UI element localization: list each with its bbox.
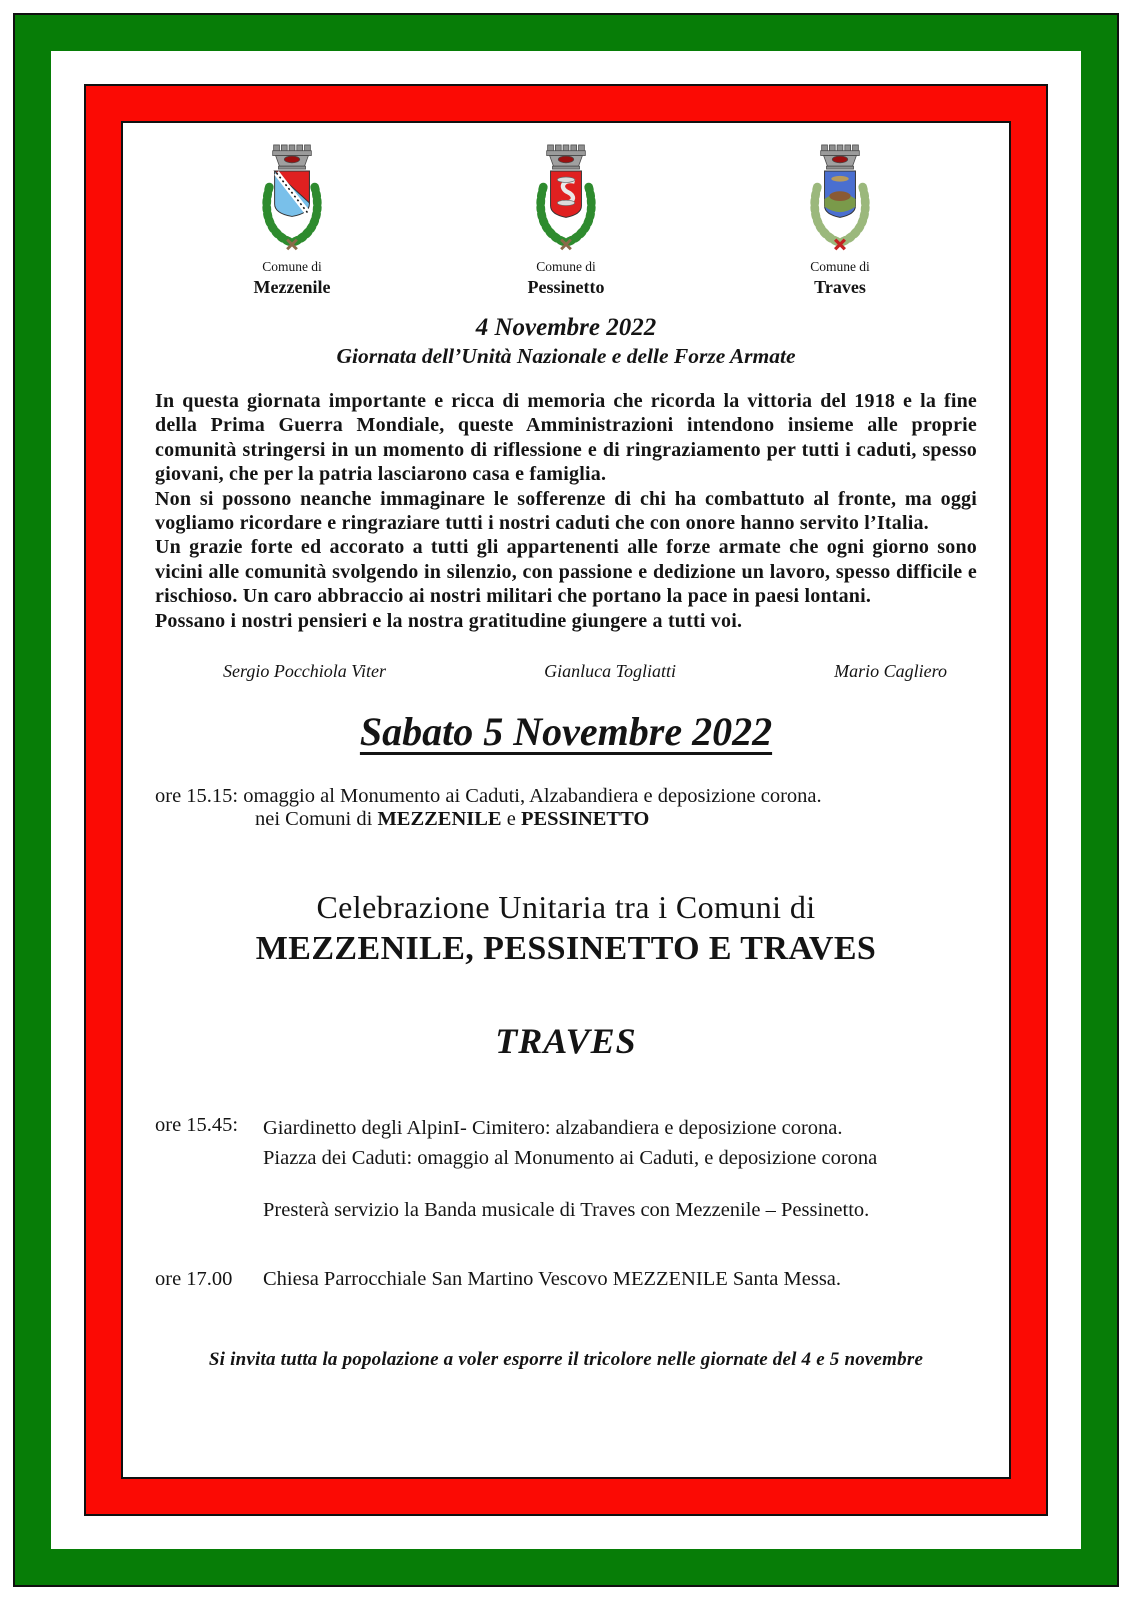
celebration-line1: Celebrazione Unitaria tra i Comuni di bbox=[316, 888, 816, 925]
body-paragraph: In questa giornata importante e ricca di memoria che ricorda la vittoria del 1918 e la fine della Prima Guerra Mondiale, queste Amministrazioni intendono insieme alle proprie comunità stringersi in un momento di riflessione e di ringraziamento per tutti i caduti, spesso giovani, che per la patria lasciarono casa e famiglia. bbox=[155, 390, 977, 486]
mezzenile-coat-of-arms-icon bbox=[242, 143, 342, 257]
body-paragraph: Un grazie forte ed accorato a tutti gli appartenenti alle forze armate che ogni giorno sono vicini alle comunità svolgendo in silenzio, con passione e dedizione un lavoro, spesso difficile e rischioso. Un caro abbraccio ai nostri militari che portano la pace in paesi lontani. bbox=[155, 536, 977, 608]
page-subtitle: Giornata dell’Unità Nazionale e delle Forze Armate bbox=[336, 344, 796, 368]
crest-name: Mezzenile bbox=[253, 277, 331, 297]
crest-name: Pessinetto bbox=[527, 277, 605, 297]
schedule-1700 bbox=[155, 1268, 977, 1291]
crest-traves bbox=[703, 143, 977, 298]
schedule-1700-line1: Chiesa Parrocchiale San Martino Vescovo MEZZENILE Santa Messa. bbox=[263, 1268, 842, 1291]
schedule-1700-time: ore 17.00 bbox=[155, 1268, 233, 1291]
poster-content bbox=[121, 121, 1011, 1479]
schedule-1545-lines bbox=[263, 1114, 877, 1173]
body-paragraph: Non si possono neanche immaginare le sofferenze di chi ha combattuto al fronte, ma oggi vogliamo ricordare e ringraziare tutti i nostri caduti che con onore hanno servito l’Italia. bbox=[155, 487, 977, 534]
schedule-1515-commune1: MEZZENILE bbox=[377, 807, 502, 830]
body-paragraph: Possano i nostri pensieri e la nostra gratitudine giungere a tutti voi. bbox=[155, 609, 743, 632]
crest-mezzenile bbox=[155, 143, 429, 298]
footer-invitation: Si invita tutta la popolazione a voler esporre il tricolore nelle giornate del 4 e 5 novembre bbox=[208, 1349, 924, 1371]
event-heading: Sabato 5 Novembre 2022 bbox=[359, 708, 773, 754]
celebration-heading bbox=[155, 889, 977, 968]
signatures-row bbox=[155, 661, 977, 682]
crest-label: Comune di bbox=[536, 259, 596, 274]
crest-row bbox=[155, 143, 977, 298]
celebration-line2: MEZZENILE, PESSINETTO E TRAVES bbox=[255, 929, 877, 967]
crest-name: Traves bbox=[814, 277, 866, 297]
schedule-1515-mid: e bbox=[501, 807, 521, 830]
schedule-1545-line2: Piazza dei Caduti: omaggio al Monumento ai Caduti, e deposizione corona bbox=[263, 1146, 878, 1169]
signature-mayor: Sergio Pocchiola Viter bbox=[223, 660, 386, 681]
signature-mayor: Mario Cagliero bbox=[834, 660, 947, 681]
crest-label: Comune di bbox=[262, 259, 322, 274]
schedule-1545-line1: Giardinetto degli AlpinI- Cimitero: alzabandiera e deposizione corona. bbox=[263, 1116, 843, 1139]
schedule-1515-prefix: nei Comuni di bbox=[255, 807, 378, 830]
location-heading: TRAVES bbox=[495, 1020, 637, 1061]
schedule-1515-line1: ore 15.15: omaggio al Monumento ai Caduti, Alzabandiera e deposizione corona. bbox=[155, 784, 822, 807]
pessinetto-coat-of-arms-icon bbox=[516, 143, 616, 257]
band-note: Presterà servizio la Banda musicale di Traves con Mezzenile – Pessinetto. bbox=[263, 1199, 870, 1222]
schedule-1515 bbox=[155, 785, 977, 831]
crest-pessinetto bbox=[429, 143, 703, 298]
tricolor-frame-red bbox=[84, 84, 1048, 1516]
traves-coat-of-arms-icon bbox=[790, 143, 890, 257]
tricolor-frame-green bbox=[13, 13, 1119, 1587]
page-title: 4 Novembre 2022 bbox=[475, 314, 657, 341]
signature-mayor: Gianluca Togliatti bbox=[544, 660, 676, 681]
tricolor-frame-white bbox=[51, 51, 1081, 1549]
schedule-1545-time: ore 15.45: bbox=[155, 1113, 239, 1136]
body-text bbox=[155, 389, 977, 633]
schedule-1545 bbox=[155, 1114, 977, 1173]
schedule-1515-line2 bbox=[155, 808, 977, 831]
schedule-1515-commune2: PESSINETTO bbox=[520, 807, 650, 830]
crest-label: Comune di bbox=[810, 259, 870, 274]
